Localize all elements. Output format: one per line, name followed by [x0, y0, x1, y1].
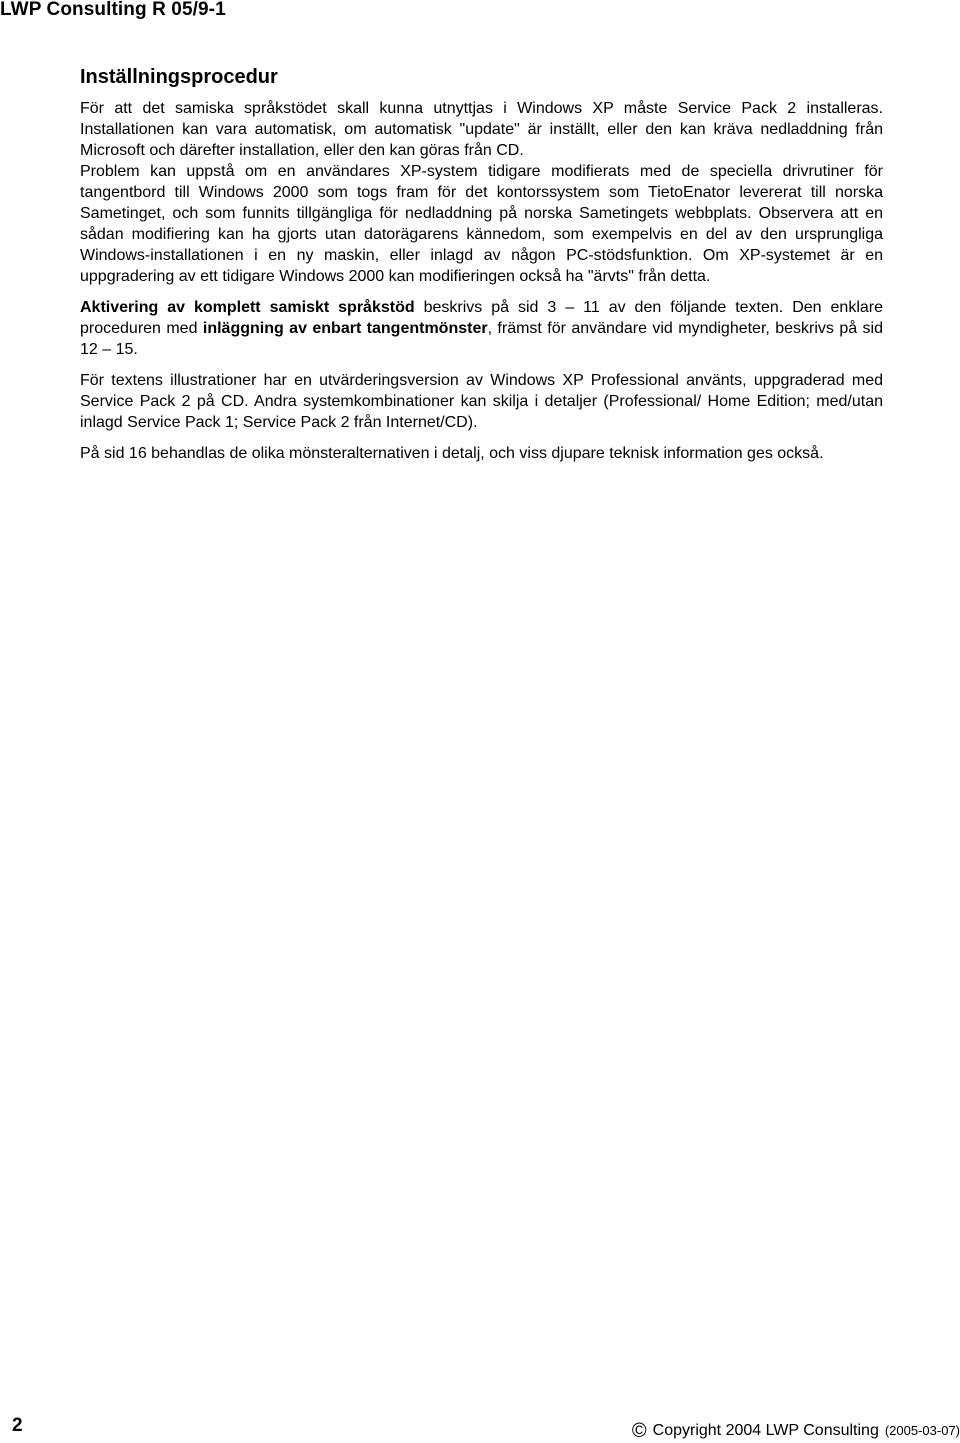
bold-keyboard-only: inläggning av enbart tangentmönster — [202, 320, 488, 337]
section-title: Inställningsprocedur — [80, 66, 278, 88]
document-body — [80, 62, 883, 474]
paragraph-procedures-text2: , främst för användare vid myndigheter, beskrivs på sid 12 – 15. — [80, 320, 883, 358]
paragraph-illustrations: För textens illustrationer har en utvärderingsversion av Windows XP Professional använts, uppgraderad med Service Pack 2 på CD. Andra systemkombinationer kan skilja i detaljer (Professional/ Home Edition; med/utan inlagd Service Pack 1; Service Pack 2 från Internet/CD). — [80, 372, 883, 431]
copyright-footer — [632, 1420, 960, 1443]
bold-full-support: Aktivering av komplett samiskt språkstöd — [80, 299, 415, 316]
paragraph-problem: Problem kan uppstå om en användares XP-system tidigare modifierats med de speciella drivrutiner för tangentbord till Windows 2000 som togs fram för det kontorssystem som TietoEnator levererat till norska Sametinget, och som funnits tillgängliga för nedladdning på norska Sametingets webbplats. Observera att en sådan modifiering kan ha gjorts utan datorägarens kännedom, som exempelvis en del av den ursprungliga Windows-installationen i en ny maskin, eller inlagd av någon PC-stödsfunktion. Om XP-systemet är en uppgradering av ett tidigare Windows 2000 kan modifieringen också ha "ärvts" från detta. — [80, 163, 883, 285]
paragraph-service-pack: För att det samiska språkstödet skall kunna utnyttjas i Windows XP måste Service Pack 2 installeras. Installationen kan vara automatisk, om automatisk "update" är inställt, eller den kan kräva nedladdning från Microsoft och därefter installation, eller den kan göras från CD. — [80, 100, 883, 159]
paragraph-patterns: På sid 16 behandlas de olika mönsteralternativen i detalj, och viss djupare teknisk information ges också. — [80, 445, 824, 462]
paragraph-procedures — [80, 297, 883, 360]
page-number: 2 — [12, 1415, 23, 1436]
running-header: LWP Consulting R 05/9-1 — [0, 0, 226, 20]
copyright-text: Copyright 2004 LWP Consulting — [652, 1422, 879, 1439]
copyright-date: (2005-03-07) — [884, 1423, 960, 1438]
paragraph-procedures-text1: beskrivs på sid 3 – 11 av den följande texten. Den enklare proceduren med — [80, 299, 883, 337]
copyright-icon: © — [631, 1420, 647, 1442]
